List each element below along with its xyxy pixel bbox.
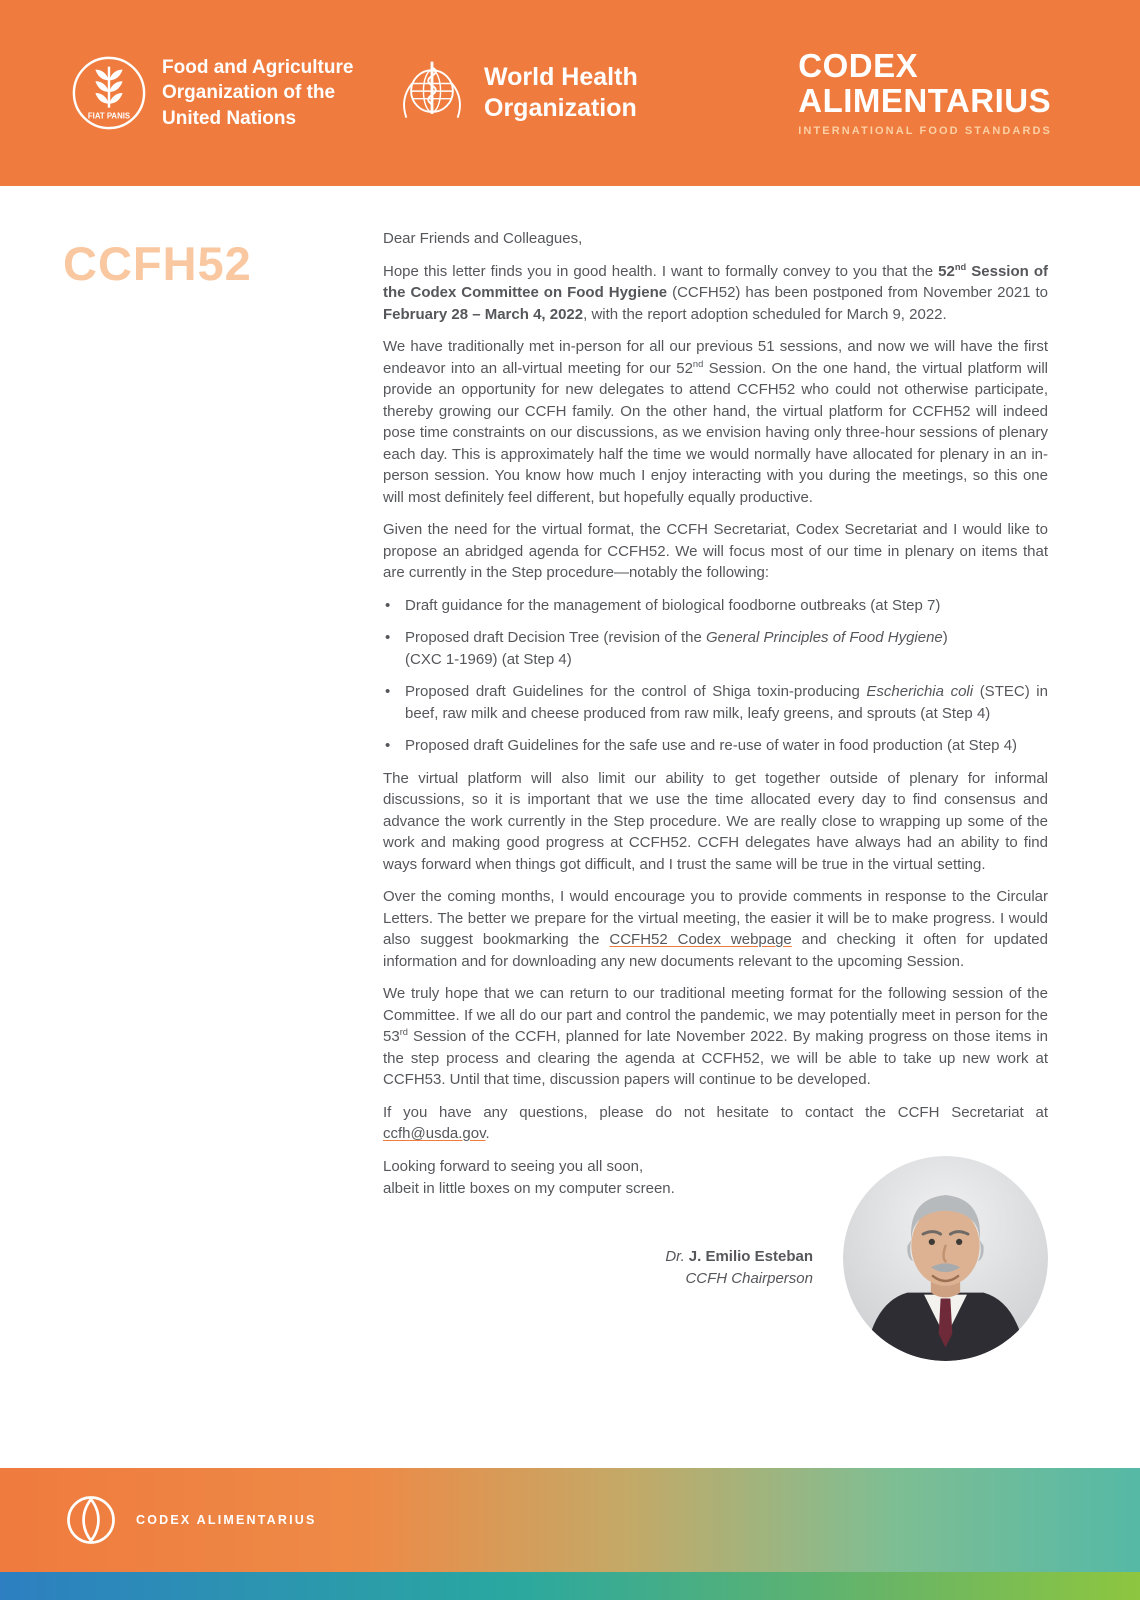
text-run: . [485,1125,490,1142]
bullet-item [383,627,1048,670]
text-run: The virtual platform will also limit our ability to get together outside of plenary for informal discussions, so it is important that we use the time allocated every day to find consensus and advance the work currently in the Step procedure. We are really close to wrapping up some of the work and making good progress at CCFH52. CCFH delegates have always had an ability to find ways forward when things got difficult, and I trust the same will be true in the virtual setting. [383,769,1048,873]
text-run: ) [942,629,948,646]
fao-name [162,55,353,130]
bottom-gradient-strip [0,1572,1140,1600]
text-run: Session of the Codex Committee on Food Hygiene [383,262,1048,301]
text-run: We truly hope that we can return to our traditional meeting format for the following session of the Committee. If we all do our part and control the pandemic, we may potentially meet in person for the 53 [383,985,1048,1045]
fao-motto-text: FIAT PANIS [87,111,131,121]
signature-fullname: J. Emilio Esteban [688,1247,813,1265]
letter-paragraph [383,261,1048,326]
text-run: If you have any questions, please do not hesitate to contact the CCFH Secretariat at [383,1103,1048,1121]
codex-title-line1: CODEX [798,46,919,84]
bullet-item [383,595,1048,617]
text-run: Proposed draft Guidelines for the safe use and re-use of water in food production (at Step 4) [405,737,1018,754]
closing-left [383,1156,843,1290]
who-name-line2: Organization [484,94,637,122]
signature-name [383,1246,813,1268]
chairperson-photo [843,1156,1048,1361]
text-run: Over the coming months, I would encourage you to provide comments in response to the Circular Letters. The better we prepare for the virtual meeting, the easier it will be to make progress. I would also suggest bookmarking the [383,888,1048,948]
header-banner [0,0,1140,186]
signature-prefix: Dr. [665,1247,685,1265]
who-name [484,62,638,125]
letter-paragraph [383,886,1048,972]
bullet-item [383,681,1048,724]
text-run: nd [692,358,704,369]
footer-banner [0,1468,1140,1572]
text-run: 52 [938,262,955,280]
text-run: (CXC 1-1969) (at Step 4) [405,650,572,668]
text-run: February 28 – March 4, 2022 [383,305,584,323]
letter-blocks [383,261,1048,1145]
letter-paragraph [383,519,1048,584]
letter-paragraph [383,768,1048,876]
ccfh-email-link[interactable]: ccfh@usda.gov [383,1125,486,1142]
text-run: We have traditionally met in-person for all our previous 51 sessions, and now we will have the first endeavor into an all-virtual meeting for our 52 [383,338,1048,377]
text-run: Escherichia coli [866,683,974,700]
fao-logo-block [70,54,370,132]
bullet-list [383,595,1048,757]
bullet-item [383,735,1048,757]
letter-content [383,228,1048,1361]
who-logo-block [394,55,638,131]
codex-footer-logo-icon [64,1493,118,1547]
who-logo-icon [394,55,470,131]
text-run: nd [954,261,967,272]
signature-block [383,1246,843,1290]
text-run: Hope this letter finds you in good health. I want to formally convey to you that the [383,262,939,280]
text-run: Given the need for the virtual format, the CCFH Secretariat, Codex Secretariat and I would like to propose an abridged agenda for CCFH52. We will focus most of our time in plenary on items that are currently in the Step procedure—notably the following: [383,521,1048,581]
footer-brand-text: CODEX ALIMENTARIUS [136,1513,317,1527]
text-run: General Principles of Food Hygiene [705,629,943,646]
signature-title: CCFH Chairperson [685,1269,813,1287]
text-run: Draft guidance for the management of biological foodborne outbreaks (at Step 7) [405,596,941,614]
text-run: Proposed draft Guidelines for the control of Shiga toxin-producing [405,683,867,700]
closing-row [383,1156,1048,1361]
fao-logo-icon [70,54,148,132]
text-run: (CCFH52) has been postponed from November 2021 to [667,284,1048,301]
codex-logo-block [798,46,1052,138]
fao-name-line2: Organization of the [162,82,336,104]
letter-body [0,186,1140,1468]
session-watermark: CCFH52 [63,237,252,290]
text-run: Session. On the one hand, the virtual platform will provide an opportunity for new delegates to attend CCFH52 who could not otherwise participate, thereby growing our CCFH family. On the other hand, the virtual platform for CCFH52 will indeed pose time constraints on our discussions, as we envision having only three-hour sessions of plenary each day. This is approximately half the time we would normally have allocated for plenary in an in-person session. You know how much I enjoy interacting with you during the meetings, so this one will most definitely feel different, but hopefully equally productive. [383,359,1048,506]
text-run: (STEC) in beef, raw milk and cheese produced from raw milk, leafy greens, and sprouts (at Step 4) [405,683,1048,722]
text-run: Proposed draft Decision Tree (revision of the [405,629,706,646]
text-run: and checking it often for updated information and for downloading any new documents relevant to the upcoming Session. [383,931,1048,970]
fao-name-line1: Food and Agriculture [162,57,354,79]
closing-lines [383,1156,843,1200]
ccfh52-webpage-link[interactable]: CCFH52 Codex webpage [609,931,792,948]
fao-name-line3: United Nations [162,107,297,129]
letter-paragraph [383,983,1048,1091]
closing-line-2: albeit in little boxes on my computer screen. [383,1179,675,1197]
chairperson-portrait-image [843,1156,1048,1361]
letter-paragraph [383,336,1048,508]
text-run: rd [399,1027,408,1037]
who-name-line1: World Health [484,62,638,91]
salutation: Dear Friends and Colleagues, [383,230,583,247]
letter-paragraph [383,1102,1048,1145]
text-run: Session of the CCFH, planned for late November 2022. By making progress on those items in the step process and clearing the agenda at CCFH52, we will be able to take up new work at CCFH53. Until that time, discussion papers will continue to be developed. [383,1028,1048,1088]
codex-subtitle: INTERNATIONAL FOOD STANDARDS [798,125,1052,138]
codex-title-line2: ALIMENTARIUS [798,81,1052,119]
text-run: , with the report adoption scheduled for March 9, 2022. [583,305,947,323]
closing-line-1: Looking forward to seeing you all soon, [383,1157,644,1175]
